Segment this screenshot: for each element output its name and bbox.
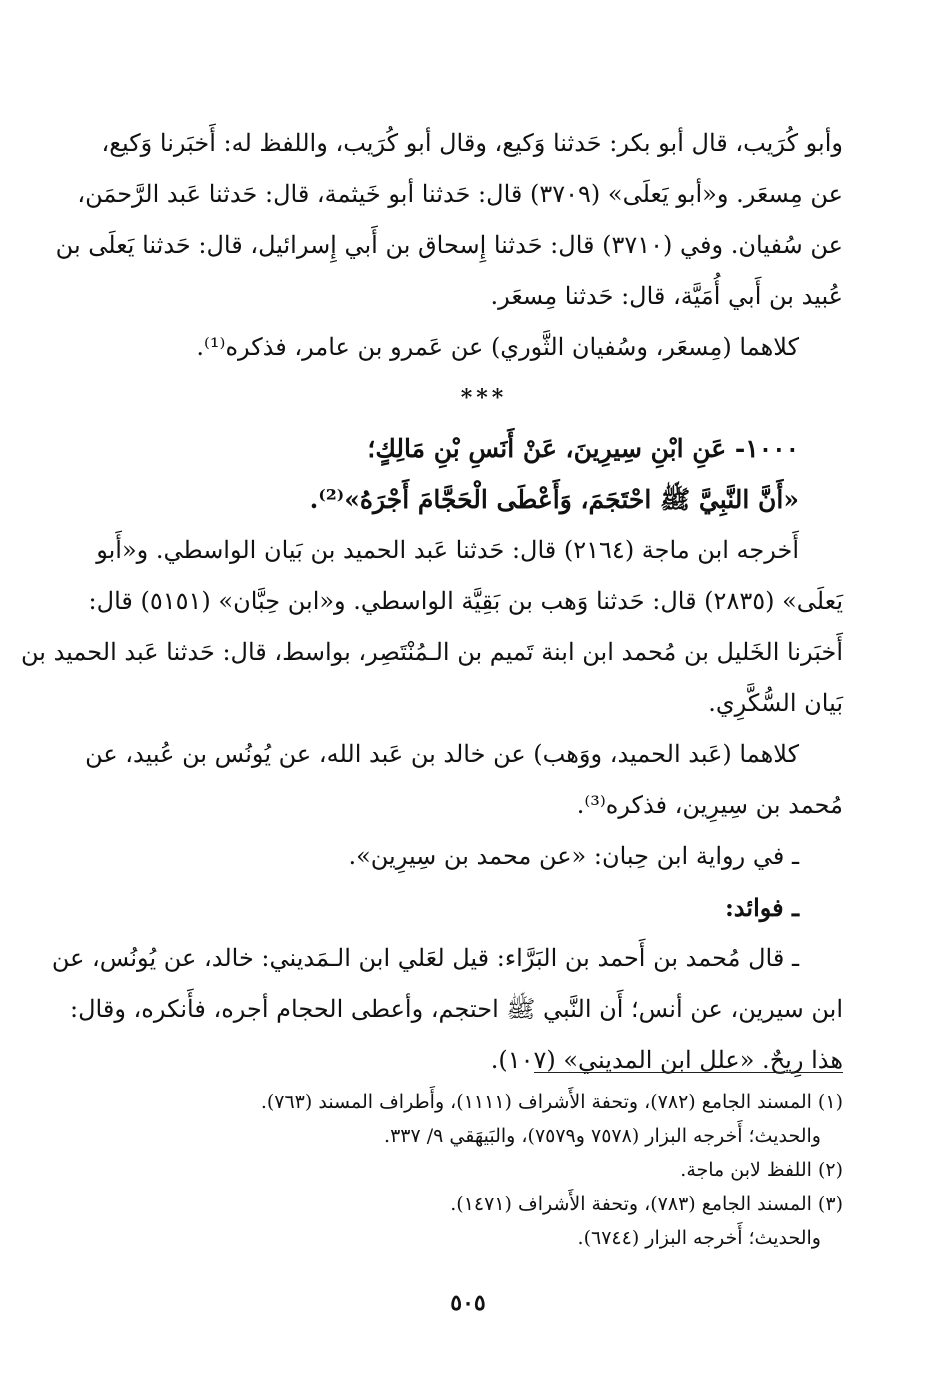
paragraph-4 bbox=[85, 729, 843, 831]
footnote-1: (١) المسند الجامع (٧٨٢)، وتحفة الأَشراف (١١١١)، وأَطراف المسند (٧٦٣). bbox=[260, 1091, 843, 1113]
text-line: ابن سيرين، عن أنس؛ أَن النَّبي ﷺ احتجم، وأعطى الحجام أجره، فأَنكره، وقال: bbox=[70, 995, 843, 1023]
paragraph-7 bbox=[51, 933, 843, 1086]
hadith-matn: «أَنَّ النَّبِيَّ ﷺ احْتَجَمَ، وَأَعْطَى الْحَجَّامَ أَجْرَهُ»⁽²⁾. bbox=[309, 485, 799, 514]
footnote-3: (٣) المسند الجامع (٧٨٣)، وتحفة الأَشراف (١٤٧١). bbox=[450, 1193, 843, 1215]
paragraph-2: كلاهما (مِسعَر، وسُفيان الثَّوري) عن عَمرو بن عامر، فذكره⁽¹⁾. bbox=[196, 333, 799, 361]
text-line: عُبيد بن أَبي أُمَيَّة، قال: حَدثنا مِسعَر. bbox=[490, 282, 843, 310]
hadith-isnad: ١٠٠٠- عَنِ ابْنِ سِيرِينَ، عَنْ أَنَسِ بْنِ مَالِكٍ؛ bbox=[367, 434, 799, 463]
footnote-3-continuation: والحديث؛ أَخرجه البزار (٦٧٤٤). bbox=[577, 1227, 821, 1249]
text-line: مُحمد بن سِيرِين، فذكره⁽³⁾. bbox=[576, 791, 843, 819]
main-text bbox=[20, 118, 843, 1086]
text-line: يَعلَى» (٢٨٣٥) قال: حَدثنا وَهب بن بَقِيَّة الواسطي. و«ابن حِبَّان» (٥١٥١) قال: bbox=[88, 587, 843, 615]
text-line: عن سُفيان. وفي (٣٧١٠) قال: حَدثنا إِسحاق بن أَبي إِسرائيل، قال: حَدثنا يَعلَى بن bbox=[55, 231, 843, 259]
text-line: أَخرجه ابن ماجة (٢١٦٤) قال: حَدثنا عَبد الحميد بن بَيان الواسطي. و«أَبو bbox=[96, 536, 799, 564]
text-line: كلاهما (عَبد الحميد، ووَهب) عن خالد بن عَبد الله، عن يُونُس بن عُبيد، عن bbox=[85, 740, 799, 768]
page-number: ٥٠٥ bbox=[450, 1290, 486, 1316]
benefits-heading: ـ فوائد: bbox=[724, 893, 799, 922]
text-line: بَيان السُّكَّرِي. bbox=[708, 689, 843, 717]
hadith-1000 bbox=[125, 423, 843, 525]
text-line: ـ قال مُحمد بن أَحمد بن البَرَّاء: قيل لعَلي ابن الـمَديني: خالد، عن يُونُس، عن bbox=[51, 944, 799, 972]
footnote-1-continuation: والحديث؛ أَخرجه البزار (٧٥٧٨ و٧٥٧٩)، والبَيهَقي ٩/ ٣٣٧. bbox=[384, 1125, 821, 1147]
paragraph-3 bbox=[20, 525, 843, 729]
footnote-2: (٢) اللفظ لابن ماجة. bbox=[680, 1159, 843, 1181]
text-line: أَخبَرنا الخَليل بن مُحمد ابن ابنة تَميم بن الـمُنْتَصِر، بواسط، قال: حَدثنا عَبد الحميد بن bbox=[20, 638, 843, 666]
text-line: هذا رِيحٌ. «علل ابن المديني» (١٠٧). bbox=[490, 1046, 843, 1074]
text-line: وأبو كُرَيب، قال أبو بكر: حَدثنا وَكيع، وقال أبو كُرَيب، واللفظ له: أَخبَرنا وَكيع، bbox=[101, 129, 843, 157]
paragraph-1 bbox=[55, 118, 843, 322]
text-line: عن مِسعَر. و«أبو يَعلَى» (٣٧٠٩) قال: حَدثنا أبو خَيثمة، قال: حَدثنا عَبد الرَّحمَن، bbox=[77, 180, 843, 208]
footnote-separator bbox=[534, 1072, 843, 1073]
paragraph-5: ـ في رواية ابن حِبان: «عن محمد بن سِيرِين». bbox=[348, 842, 799, 870]
footnotes bbox=[250, 1085, 843, 1255]
section-separator-stars: *** bbox=[460, 385, 508, 411]
